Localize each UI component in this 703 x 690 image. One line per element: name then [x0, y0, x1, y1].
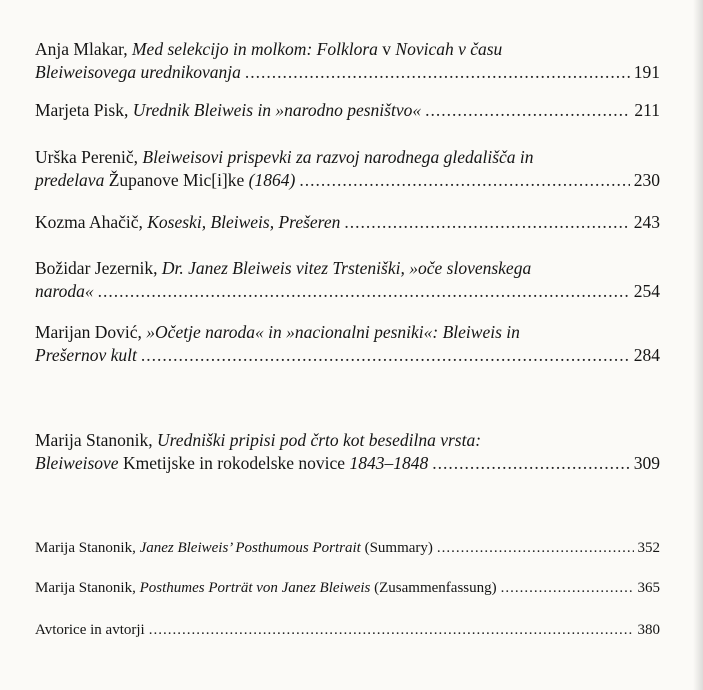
toc-entry	[35, 620, 660, 640]
entry-title: Posthumes Porträt von Janez Bleiweis	[139, 580, 371, 596]
leader-dots	[141, 344, 630, 367]
entry-title: Janez Bleiweis’ Posthumous Portrait	[139, 540, 361, 556]
entry-title-plain: v	[382, 39, 392, 59]
toc-entry	[35, 146, 660, 192]
leader-dots	[245, 61, 630, 84]
entry-title: Uredniški pripisi pod črto kot besedilna vrsta:	[157, 430, 482, 450]
leader-dots	[437, 538, 634, 558]
toc-entry	[35, 538, 660, 558]
leader-dots	[299, 169, 629, 192]
entry-author: Avtorice in avtorji	[35, 622, 145, 638]
page-number: 243	[633, 212, 660, 232]
entry-author: Anja Mlakar,	[35, 39, 132, 59]
entry-title: Prešernov kult	[35, 345, 137, 365]
entry-title: (1864)	[244, 170, 296, 190]
entry-title: Dr. Janez Bleiweis vitez Trsteniški, »oče slovenskega	[161, 258, 532, 278]
entry-title: Novicah v času	[391, 39, 503, 59]
entry-author: Marjeta Pisk,	[35, 100, 133, 120]
entry-title-plain: Županove Mic[i]ke	[108, 170, 245, 190]
page-number: 284	[633, 345, 660, 365]
entry-title: Bleiweisovi prispevki za razvoj narodnega gledališča in	[142, 147, 534, 167]
toc-entry	[35, 99, 660, 122]
leader-dots	[344, 211, 629, 234]
entry-title: Koseski, Bleiweis, Prešeren	[147, 212, 341, 232]
entry-title-plain: (Zusammenfassung)	[370, 580, 497, 596]
page-number: 365	[637, 580, 660, 596]
page-number: 191	[633, 62, 660, 82]
entry-author: Kozma Ahačič,	[35, 212, 148, 232]
leader-dots	[98, 280, 630, 303]
leader-dots	[432, 452, 630, 475]
toc-entry	[35, 211, 660, 234]
page-number: 254	[633, 281, 660, 301]
entry-title-plain: (Summary)	[360, 540, 433, 556]
entry-title: Med selekcijo in molkom: Folklora	[131, 39, 383, 59]
entry-author: Urška Perenič,	[35, 147, 143, 167]
entry-title: Urednik Bleiweis in »narodno pesništvo«	[132, 100, 422, 120]
entry-title: Bleiweisovega urednikovanja	[35, 62, 241, 82]
toc-entry	[35, 429, 660, 475]
entry-title: »Očetje naroda« in »nacionalni pesniki«: Bleiweis in	[146, 322, 520, 342]
entry-title-plain: Kmetijske in rokodelske novice	[118, 453, 350, 473]
entry-author: Marijan Dović,	[35, 322, 147, 342]
page-edge-shadow	[693, 0, 703, 690]
entry-title: 1843–1848	[349, 453, 429, 473]
toc-entry	[35, 321, 660, 367]
toc-entry	[35, 38, 660, 84]
entry-title: naroda«	[35, 281, 94, 301]
entry-author: Marija Stanonik,	[35, 580, 140, 596]
entry-author: Božidar Jezernik,	[35, 258, 162, 278]
page-number: 380	[637, 622, 660, 638]
page-number: 352	[637, 540, 660, 556]
leader-dots	[425, 99, 630, 122]
page-number: 211	[634, 100, 660, 120]
toc-entry	[35, 257, 660, 303]
entry-title: Bleiweisove	[35, 453, 119, 473]
toc-entry	[35, 578, 660, 598]
entry-author: Marija Stanonik,	[35, 540, 140, 556]
entry-title: predelava	[35, 170, 109, 190]
page-number: 309	[633, 453, 660, 473]
leader-dots	[149, 620, 634, 640]
page-number: 230	[633, 170, 660, 190]
leader-dots	[501, 578, 634, 598]
entry-author: Marija Stanonik,	[35, 430, 157, 450]
